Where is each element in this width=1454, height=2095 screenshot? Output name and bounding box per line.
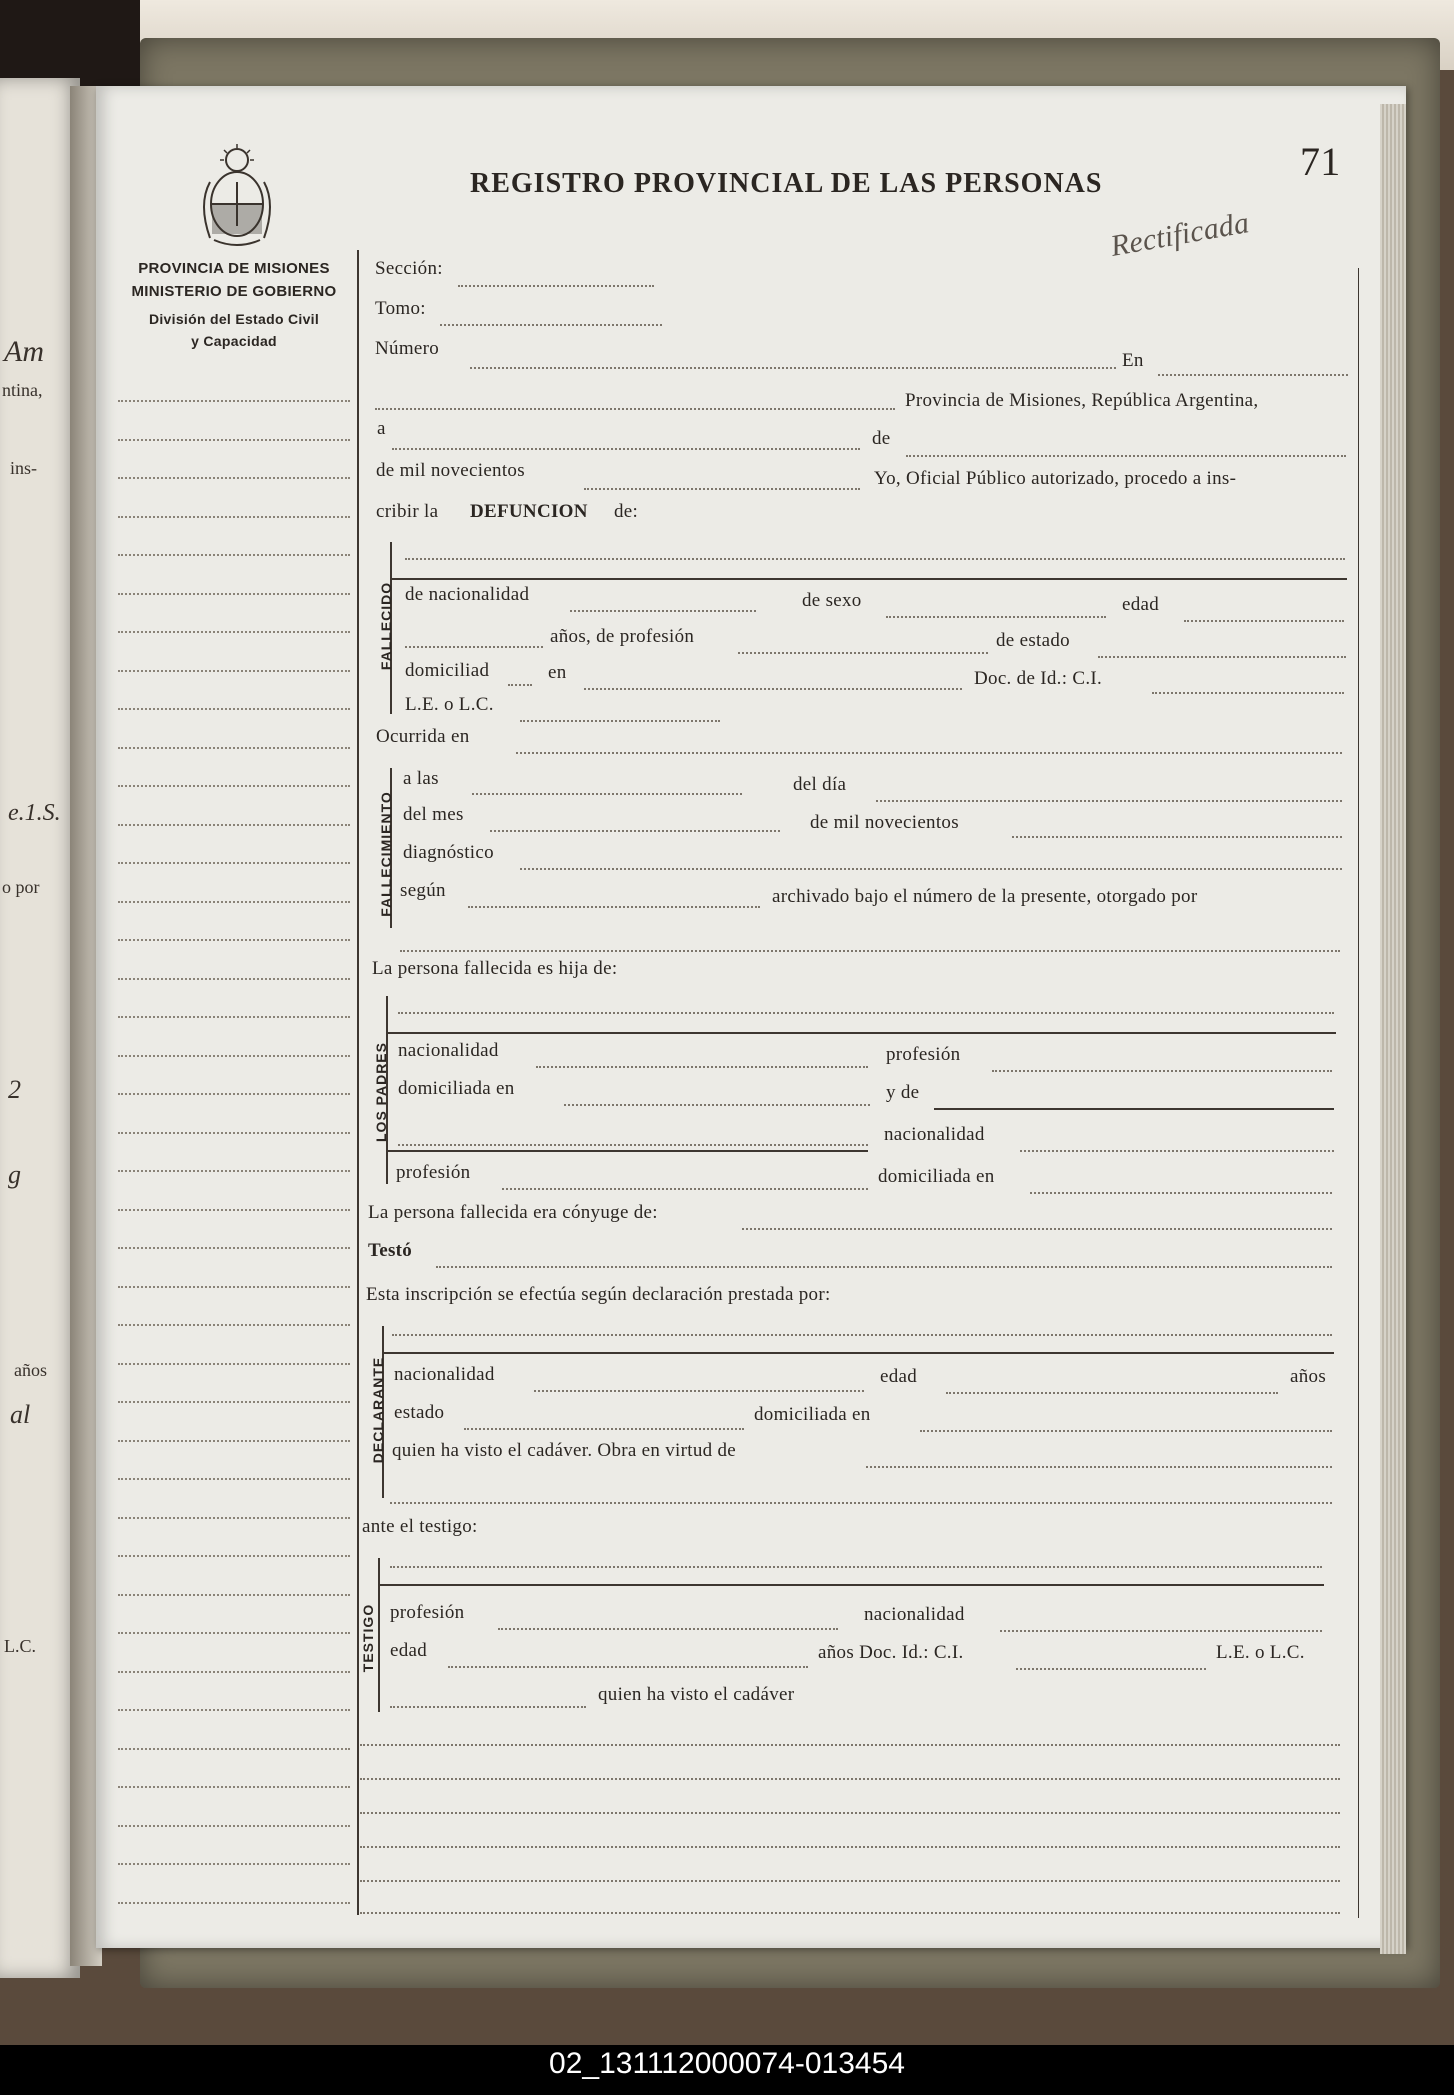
lugar-field[interactable]: [375, 408, 895, 410]
label-decl-cadaver: quien ha visto el cadáver. Obra en virtud de: [392, 1440, 737, 1461]
margin-ruled-line: [118, 1902, 350, 1904]
declarante-virtud-field[interactable]: [866, 1466, 1332, 1468]
label-seccion: Sección:: [375, 258, 443, 279]
label-decl-nacionalidad: nacionalidad: [394, 1364, 495, 1385]
margin-note: Rectificada: [1108, 206, 1252, 263]
madre-extra-field[interactable]: [398, 1144, 868, 1146]
section-label-fallecimiento: FALLECIMIENTO: [378, 791, 394, 917]
testigo-bracket: [378, 1558, 380, 1712]
label-numero: Número: [375, 338, 440, 359]
left-fragment: e.1.S.: [8, 800, 61, 826]
testigo-ci-field[interactable]: [1016, 1668, 1206, 1670]
page-number: 71: [1300, 139, 1341, 184]
right-margin-line: [1358, 268, 1359, 1918]
margin-ruled-line: [118, 1324, 350, 1326]
label-en-dom: en: [548, 662, 567, 683]
label-conyuge: La persona fallecida era cónyuge de:: [368, 1202, 658, 1223]
margin-ruled-line: [118, 1132, 350, 1134]
label-padre-nacionalidad: nacionalidad: [398, 1040, 499, 1061]
label-anos-profesion: años, de profesión: [550, 626, 695, 647]
fallecido-ci-field[interactable]: [1152, 692, 1344, 694]
margin-ruled-line: [118, 978, 350, 980]
left-fragment: g: [8, 1160, 21, 1189]
testigo-profesion-field[interactable]: [498, 1628, 838, 1630]
ocurrida-field[interactable]: [516, 752, 1342, 754]
margin-ruled-line: [118, 1440, 350, 1442]
label-decl-domicilio: domiciliada en: [754, 1404, 871, 1425]
padre-domicilio-field[interactable]: [564, 1104, 870, 1106]
margin-ruled-line: [118, 593, 350, 595]
label-sexo: de sexo: [802, 590, 862, 611]
fallecido-estado-field[interactable]: [1098, 656, 1346, 658]
fallecido-edad-cont-field[interactable]: [405, 646, 543, 648]
label-test-cadaver: quien ha visto el cadáver: [598, 1684, 795, 1705]
authority-ministry: MINISTERIO DE GOBIERNO: [131, 283, 337, 300]
observation-line[interactable]: [360, 1912, 1340, 1914]
label-archivado: archivado bajo el número de la presente, otorgado por: [772, 886, 1198, 907]
label-del-mes: del mes: [403, 804, 464, 825]
diagnostico-field[interactable]: [520, 868, 1342, 870]
margin-ruled-line: [118, 1594, 350, 1596]
label-ante-testigo: ante el testigo:: [362, 1516, 478, 1537]
madre-nombre-field[interactable]: [934, 1108, 1334, 1110]
anio-fall-field[interactable]: [1012, 836, 1342, 838]
numero-field[interactable]: [470, 367, 1116, 369]
conyuge-field[interactable]: [742, 1228, 1332, 1230]
margin-ruled-line: [118, 1671, 350, 1673]
label-decl-edad: edad: [880, 1366, 918, 1387]
label-domiciliado: domiciliad: [405, 660, 490, 681]
declarante-estado-field[interactable]: [464, 1428, 744, 1430]
left-fragment: Am: [4, 335, 44, 368]
testigo-le-field[interactable]: [390, 1706, 586, 1708]
fallecido-le-field[interactable]: [520, 720, 720, 722]
fallecido-rule: [392, 578, 1347, 580]
label-decl-anos: años: [1290, 1366, 1327, 1387]
label-declaracion: Esta inscripción se efectúa según declaración prestada por:: [366, 1284, 831, 1305]
fallecido-nombre-field[interactable]: [405, 558, 1345, 560]
left-fragment: ntina,: [2, 380, 43, 400]
label-del-dia: del día: [793, 774, 847, 795]
testigo-nacionalidad-field[interactable]: [1000, 1630, 1322, 1632]
margin-ruled-line: [118, 1016, 350, 1018]
observation-line[interactable]: [360, 1812, 1340, 1814]
label-tomo: Tomo:: [375, 298, 426, 319]
label-madre-nacionalidad: nacionalidad: [884, 1124, 985, 1145]
label-provincia: Provincia de Misiones, República Argentina,: [905, 390, 1259, 411]
label-ocurrida: Ocurrida en: [376, 726, 470, 747]
left-fragment: L.C.: [4, 1636, 37, 1656]
margin-ruled-line: [118, 1286, 350, 1288]
madre-domicilio-field[interactable]: [1030, 1192, 1332, 1194]
label-doc: Doc. de Id.: C.I.: [974, 668, 1103, 689]
authority-province: PROVINCIA DE MISIONES: [138, 260, 330, 277]
section-label-declarante: DECLARANTE: [370, 1356, 386, 1464]
segun-field[interactable]: [468, 906, 760, 908]
margin-ruled-line: [118, 1555, 350, 1557]
margin-ruled-line: [118, 1401, 350, 1403]
margin-ruled-line: [118, 1709, 350, 1711]
label-madre-profesion: profesión: [396, 1162, 471, 1183]
margin-ruled-line: [118, 1055, 350, 1057]
label-madre-domicilio: domiciliada en: [878, 1166, 995, 1187]
tomo-field[interactable]: [440, 324, 662, 326]
declarante-nacionalidad-field[interactable]: [534, 1390, 864, 1392]
fallecido-edad-field[interactable]: [1184, 620, 1344, 622]
label-cribir: cribir la: [376, 501, 439, 522]
fallecido-nacionalidad-field[interactable]: [570, 610, 756, 612]
testigo-rule: [380, 1584, 1324, 1586]
authority-division: División del Estado Civil: [148, 311, 320, 327]
column-divider: [357, 250, 359, 1915]
padre-nacionalidad-field[interactable]: [536, 1066, 868, 1068]
margin-ruled-line: [118, 1786, 350, 1788]
declarante-domicilio-field[interactable]: [920, 1430, 1332, 1432]
margin-ruled-line: [118, 400, 350, 402]
margin-ruled-line: [118, 516, 350, 518]
label-decl-estado: estado: [394, 1402, 445, 1423]
otorgado-field[interactable]: [400, 950, 1340, 952]
margin-ruled-line: [118, 439, 350, 441]
left-fragment: ins-: [10, 458, 37, 478]
label-y-de: y de: [886, 1082, 920, 1103]
left-fragment: años: [14, 1360, 47, 1380]
margin-ruled-line: [118, 862, 350, 864]
label-test-le-lc: L.E. o L.C.: [1216, 1642, 1305, 1663]
margin-ruled-line: [118, 1517, 350, 1519]
label-nacionalidad: de nacionalidad: [405, 584, 530, 605]
margin-ruled-line: [118, 631, 350, 633]
label-hija-de: La persona fallecida es hija de:: [372, 958, 618, 979]
label-testo: Testó: [368, 1240, 413, 1261]
fallecido-domicilio-field[interactable]: [584, 688, 962, 690]
section-label-testigo: TESTIGO: [360, 1603, 376, 1673]
observation-line[interactable]: [360, 1778, 1340, 1780]
margin-ruled-line: [118, 747, 350, 749]
padre-rule: [388, 1032, 1336, 1034]
margin-ruled-line: [118, 785, 350, 787]
coat-of-arms-icon: [196, 142, 278, 250]
fallecido-profesion-field[interactable]: [738, 652, 988, 654]
declarante-extra-field[interactable]: [390, 1502, 1332, 1504]
margin-ruled-line: [118, 1170, 350, 1172]
label-en: En: [1122, 350, 1144, 371]
margin-ruled-line: [118, 939, 350, 941]
authority-capacity: y Capacidad: [191, 333, 277, 349]
fallecido-sexo-field[interactable]: [886, 616, 1106, 618]
declarante-rule: [384, 1352, 1334, 1354]
label-padre-profesion: profesión: [886, 1044, 961, 1065]
fallecido-genero-field[interactable]: [508, 684, 532, 686]
hora-field[interactable]: [472, 793, 742, 795]
file-id-label: 02_131112000074-013454: [549, 2047, 905, 2080]
margin-ruled-line: [118, 1478, 350, 1480]
margin-ruled-line: [118, 1093, 350, 1095]
label-le-lc: L.E. o L.C.: [405, 694, 494, 715]
margin-ruled-line: [118, 477, 350, 479]
label-de-mil: de mil novecientos: [376, 460, 525, 481]
label-padre-domicilio: domiciliada en: [398, 1078, 515, 1099]
backdrop-corner: [0, 0, 140, 90]
margin-ruled-line: [118, 1748, 350, 1750]
label-diagnostico: diagnóstico: [403, 842, 494, 863]
label-a: a: [377, 418, 386, 439]
observation-line[interactable]: [360, 1744, 1340, 1746]
margin-ruled-line: [118, 824, 350, 826]
margin-ruled-line: [118, 670, 350, 672]
declarante-nombre-field[interactable]: [392, 1334, 1332, 1336]
testigo-edad-field[interactable]: [448, 1666, 808, 1668]
margin-ruled-line: [118, 554, 350, 556]
label-estado: de estado: [996, 630, 1070, 651]
margin-ruled-line: [118, 1209, 350, 1211]
label-test-edad: edad: [390, 1640, 428, 1661]
label-oficial: Yo, Oficial Público autorizado, procedo a ins-: [874, 468, 1237, 489]
label-test-profesion: profesión: [390, 1602, 465, 1623]
page-title: REGISTRO PROVINCIAL DE LAS PERSONAS: [470, 168, 1103, 199]
margin-ruled-line: [118, 1632, 350, 1634]
observation-line[interactable]: [360, 1880, 1340, 1882]
margin-ruled-line: [118, 708, 350, 710]
en-field[interactable]: [1158, 374, 1348, 376]
label-de: de: [872, 428, 891, 449]
dia-field[interactable]: [876, 800, 1342, 802]
margin-ruled-line: [118, 1247, 350, 1249]
label-segun: según: [400, 880, 446, 901]
label-de-mil-fall: de mil novecientos: [810, 812, 959, 833]
declarante-edad-field[interactable]: [946, 1392, 1278, 1394]
section-label-padres: LOS PADRES: [373, 1042, 389, 1142]
label-test-anos-doc: años Doc. Id.: C.I.: [818, 1642, 964, 1663]
madre-rule: [388, 1150, 868, 1152]
anio-field[interactable]: [584, 488, 860, 490]
observation-line[interactable]: [360, 1846, 1340, 1848]
label-a-las: a las: [403, 768, 439, 789]
margin-ruled-line: [118, 1863, 350, 1865]
margin-ruled-line: [118, 901, 350, 903]
seccion-field[interactable]: [458, 285, 654, 287]
left-fragment: 2: [8, 1075, 21, 1104]
label-test-nacionalidad: nacionalidad: [864, 1604, 965, 1625]
fecha-de-field[interactable]: [906, 455, 1346, 457]
madre-nacionalidad-field[interactable]: [1020, 1150, 1334, 1152]
left-fragment: al: [10, 1400, 31, 1429]
fecha-a-field[interactable]: [392, 448, 860, 450]
madre-profesion-field[interactable]: [502, 1188, 868, 1190]
testigo-nombre-field[interactable]: [390, 1566, 1322, 1568]
section-label-fallecido: FALLECIDO: [378, 581, 394, 671]
testo-field[interactable]: [436, 1266, 1332, 1268]
margin-ruled-line: [118, 1363, 350, 1365]
margin-ruled-line: [118, 1825, 350, 1827]
mes-field[interactable]: [490, 830, 780, 832]
page-edges: [1380, 104, 1406, 1954]
padre-nombre-field[interactable]: [398, 1012, 1334, 1014]
padre-profesion-field[interactable]: [992, 1070, 1332, 1072]
label-edad: edad: [1122, 594, 1160, 615]
label-de-colon: de:: [614, 501, 639, 522]
left-fragment: o por: [2, 877, 40, 897]
label-defuncion: DEFUNCION: [470, 501, 588, 522]
